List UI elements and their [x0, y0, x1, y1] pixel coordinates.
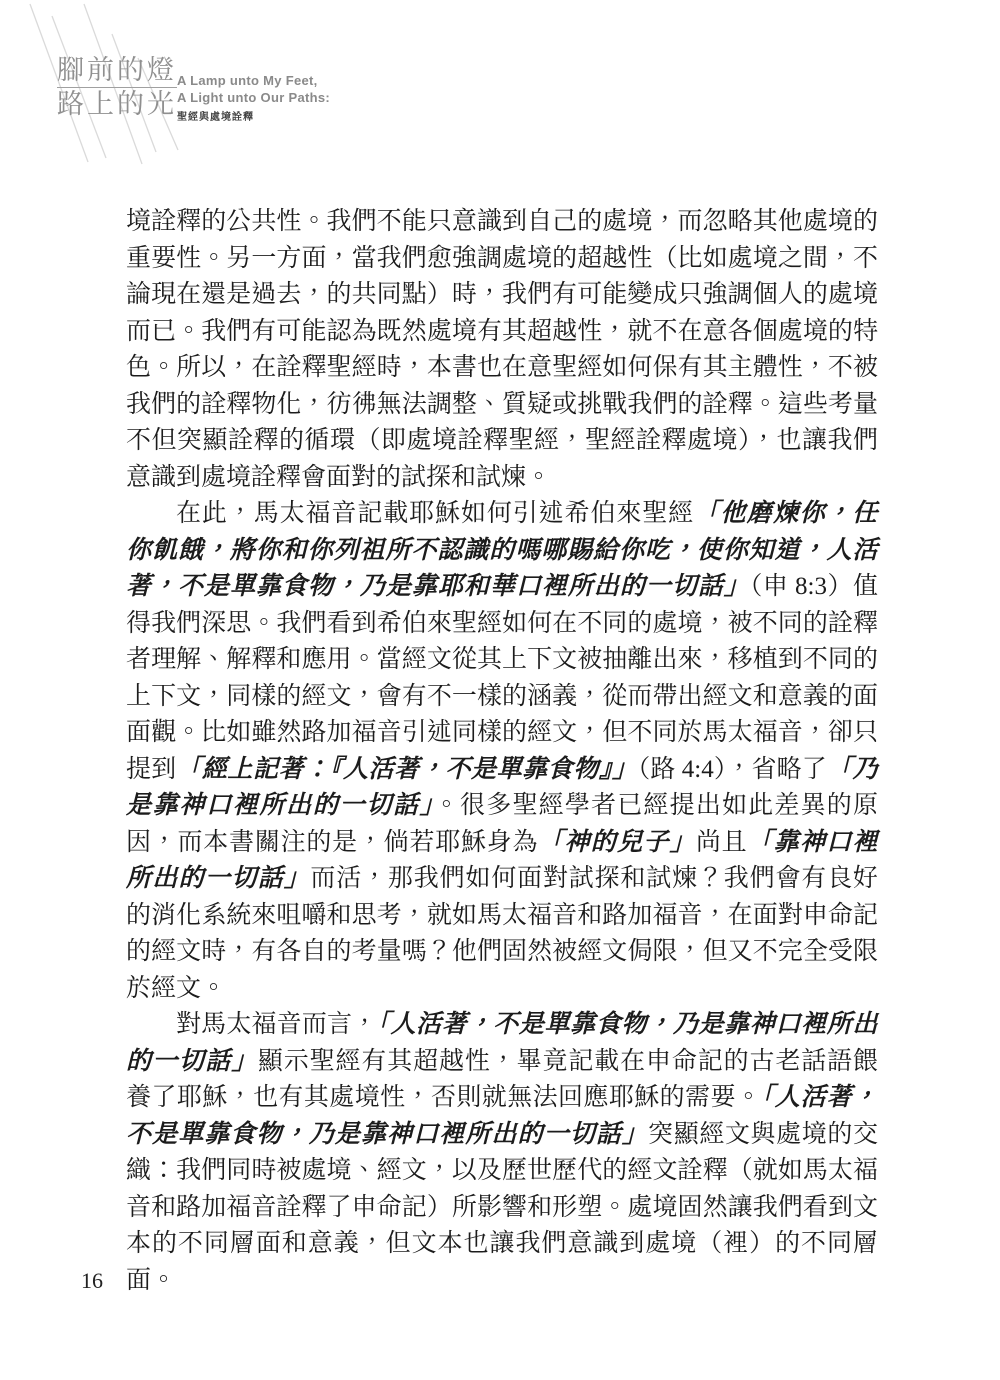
scripture-quote: 「人活著，不是單靠食物，乃是靠神口裡所出的一切話」 [126, 1084, 878, 1148]
body-segment: 。很多聖經學者已經提出如此差異的原因，而本書關注的是，倘若耶穌身為 [126, 792, 878, 856]
book-logo-title [57, 54, 177, 120]
logo-title-line1: 腳前的燈 [57, 54, 177, 88]
scripture-quote: 「經上記著：『人活著，不是單靠食物』」 [176, 755, 638, 783]
scripture-quote: 「人活著，不是單靠食物，乃是靠神口裡所出的一切話」 [126, 1011, 878, 1075]
body-text [126, 204, 878, 1299]
scripture-quote: 「他磨煉你，任你飢餓，將你和你列祖所不認識的嗎哪賜給你吃，使你知道，人活著，不是單靠食物，乃是靠耶和華口裡所出的一切話」 [126, 500, 878, 600]
logo-subtitle-en-line2: A Light unto Our Paths: [177, 90, 331, 105]
body-segment: 尚且 [695, 828, 748, 856]
body-segment: 顯示聖經有其超越性，畢竟記載在申命記的古老話語餵養了耶穌，也有其處境性，否則就無法回應耶穌的需要。 [126, 1047, 878, 1111]
body-segment: 對馬太福音而言， [176, 1011, 378, 1038]
body-segment: （申 8:3）值得我們深思。我們看到希伯來聖經如何在不同的處境，被不同的詮釋者理解、解釋和應用。當經文從其上下文被抽離出來，移植到不同的上下文，同樣的經文，會有不一樣的涵義，從而帶出經文和意義的面面觀。比如雖然路加福音引述同樣的經文，但不同於馬太福音，卻只提到 [126, 573, 878, 783]
paragraph [126, 1007, 878, 1299]
logo-title-line2: 路上的光 [57, 89, 177, 119]
body-segment: 而活，那我們如何面對試探和試煉？我們會有良好的消化系統來咀嚼和思考，就如馬太福音和路加福音，在面對申命記的經文時，有各自的考量嗎？他們固然被經文侷限，但又不完全受限於經文。 [126, 865, 878, 1002]
scripture-quote: 「神的兒子」 [538, 828, 696, 856]
body-segment: （路 4:4），省略了 [637, 755, 827, 783]
book-logo-subtitle [177, 72, 330, 126]
body-segment: 在此，馬太福音記載耶穌如何引述希伯來聖經 [176, 500, 695, 527]
paragraph [126, 204, 878, 496]
scripture-quote: 「靠神口裡所出的一切話」 [126, 828, 878, 892]
body-segment: 突顯經文與處境的交織：我們同時被處境、經文，以及歷世歷代的經文詮釋（就如馬太福音和路加福音詮釋了申命記）所影響和形塑。處境固然讓我們看到文本的不同層面和意義，但文本也讓我們意識到處境（裡）的不同層面。 [126, 1120, 878, 1294]
scripture-quote: 「乃是靠神口裡所出的一切話」 [126, 755, 878, 819]
logo-subtitle-zh: 聖經與處境詮釋 [177, 112, 254, 123]
paragraph [126, 496, 878, 1007]
body-segment: 境詮釋的公共性。我們不能只意識到自己的處境，而忽略其他處境的重要性。另一方面，當我們愈強調處境的超越性（比如處境之間，不論現在還是過去，的共同點）時，我們有可能變成只強調個人的處境而已。我們有可能認為既然處境有其超越性，就不在意各個處境的特色。所以，在詮釋聖經時，本書也在意聖經如何保有其主體性，不被我們的詮釋物化，彷彿無法調整、質疑或挑戰我們的詮釋。這些考量不但突顯詮釋的循環（即處境詮釋聖經，聖經詮釋處境），也讓我們意識到處境詮釋會面對的試探和試煉。 [126, 208, 878, 491]
logo-subtitle-en-line1: A Lamp unto My Feet, [177, 73, 318, 88]
page-number: 16 [81, 1268, 103, 1293]
